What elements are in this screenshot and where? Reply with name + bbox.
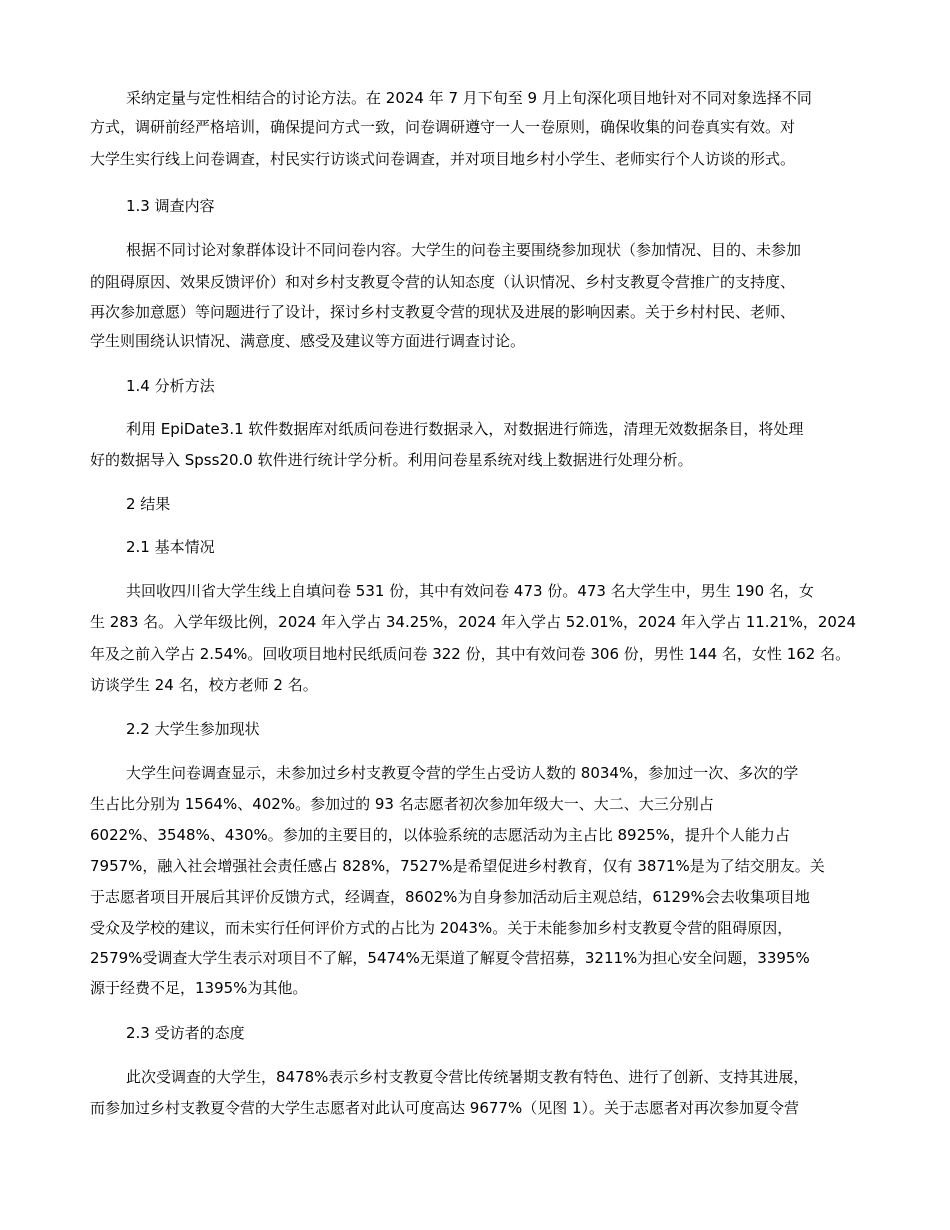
paragraph-line: 生 283 名。入学年级比例，2024 年入学占 34.25%，2024 年入学占 52.01%，2024 年入学占 11.21%，2024 [90,613,857,631]
paragraph-line: 6022%、3548%、430%。参加的主要目的，以体验系统的志愿活动为主占比 8925%，提升个人能力占 [90,826,790,844]
paragraph-line: 好的数据导入 Spss20.0 软件进行统计学分析。利用问卷星系统对线上数据进行处理分析。 [90,451,693,469]
section-heading: 2.1 基本情况 [126,538,215,556]
paragraph-line: 再次参加意愿）等问题进行了设计，探讨乡村支教夏令营的现状及进展的影响因素。关于乡村村民、老师、 [90,303,796,321]
paragraph-line: 根据不同讨论对象群体设计不同问卷内容。大学生的问卷主要围绕参加现状（参加情况、目的、未参加 [126,241,802,259]
paragraph-line: 生占比分别为 1564%、402%。参加过的 93 名志愿者初次参加年级大一、大二、大三分别占 [90,795,714,813]
section-heading: 2 结果 [126,495,171,513]
paragraph-line: 学生则围绕认识情况、满意度、感受及建议等方面进行调查讨论。 [90,332,526,350]
section-heading: 1.3 调查内容 [126,197,215,215]
paragraph-line: 年及之前入学占 2.54%。回收项目地村民纸质问卷 322 份，其中有效问卷 306 份，男性 144 名，女性 162 名。 [90,645,851,663]
paragraph-line: 方式，调研前经严格培训，确保提问方式一致，问卷调研遵守一人一卷原则，确保收集的问卷真实有效。对 [90,118,796,136]
section-heading: 2.2 大学生参加现状 [126,720,260,738]
paragraph-line: 采纳定量与定性相结合的讨论方法。在 2024 年 7 月下旬至 9 月上旬深化项目地针对不同对象选择不同 [126,89,812,107]
paragraph-line: 访谈学生 24 名，校方老师 2 名。 [90,676,318,694]
paragraph-line: 大学生问卷调查显示，未参加过乡村支教夏令营的学生占受访人数的 8034%，参加过一次、多次的学 [126,764,799,782]
paragraph-line: 此次受调查的大学生，8478%表示乡村支教夏令营比传统暑期支教有特色、进行了创新、支持其进展， [126,1068,809,1086]
paragraph-line: 大学生实行线上问卷调查，村民实行访谈式问卷调查，并对项目地乡村小学生、老师实行个人访谈的形式。 [90,150,796,168]
paragraph-line: 源于经费不足，1395%为其他。 [90,979,308,997]
paragraph-line: 利用 EpiDate3.1 软件数据库对纸质问卷进行数据录入，对数据进行筛选，清理无效数据条目，将处理 [126,420,804,438]
paragraph-line: 于志愿者项目开展后其评价反馈方式，经调查，8602%为自身参加活动后主观总结，6129%会去收集项目地 [90,888,810,906]
paragraph-line: 共回收四川省大学生线上自填问卷 531 份，其中有效问卷 473 份。473 名大学生中，男生 190 名，女 [126,582,814,600]
paragraph-line: 而参加过乡村支教夏令营的大学生志愿者对此认可度高达 9677%（见图 1）。关于志愿者对再次参加夏令营 [90,1099,800,1117]
paragraph-line: 的阻碍原因、效果反馈评价）和对乡村支教夏令营的认知态度（认识情况、乡村支教夏令营推广的支持度、 [90,273,796,291]
section-heading: 2.3 受访者的态度 [126,1024,245,1042]
paragraph-line: 受众及学校的建议，而未实行任何评价方式的占比为 2043%。关于未能参加乡村支教夏令营的阻碍原因， [90,919,793,937]
section-heading: 1.4 分析方法 [126,377,215,395]
paragraph-line: 2579%受调查大学生表示对项目不了解，5474%无渠道了解夏令营招募，3211%为担心安全问题，3395% [90,949,810,967]
paragraph-line: 7957%，融入社会增强社会责任感占 828%，7527%是希望促进乡村教育，仅有 3871%是为了结交朋友。关 [90,857,825,875]
